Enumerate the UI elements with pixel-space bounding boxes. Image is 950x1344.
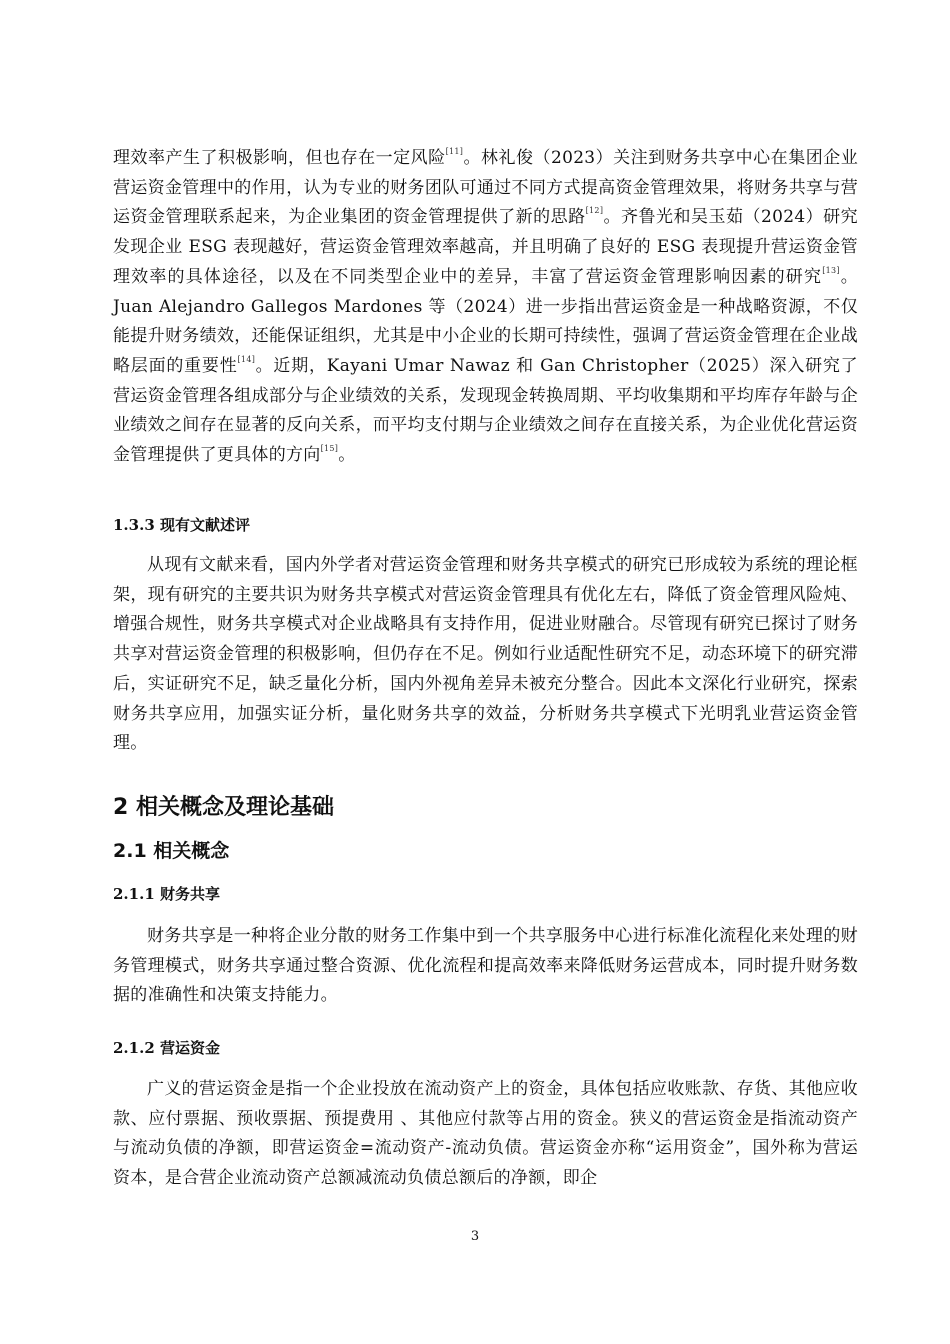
para1-text-6: 。	[338, 445, 356, 466]
citation-15: [15]	[320, 444, 339, 454]
para1-text-1: 理效率产生了积极影响，但也存在一定风险	[113, 148, 446, 168]
section-heading-2-1: 2.1 相关概念	[113, 840, 230, 862]
citation-14: [14]	[237, 354, 256, 364]
chapter-heading-2: 2 相关概念及理论基础	[113, 795, 334, 820]
para1-text-5: 。近期，Kayani Umar Nawaz 和 Gan Christopher（2025）深入研究了营运资金管理各组成部分与企业绩效的关系，发现现金转换周期、平均收集期和平均库存年龄与企业绩效之间存在显著的反向关系，而平均支付期与企业绩效之间存在直接关系，为企业优化营运资金管理提供了更具体的方向	[113, 355, 858, 466]
paragraph-working-capital: 广义的营运资金是指一个企业投放在流动资产上的资金，具体包括应收账款、存货、其他应收款、应付票据、预收票据、预提费用 、其他应付款等占用的资金。狭义的营运资金是指流动资产与流动负债的净额，即营运资金=流动资产-流动负债。营运资金亦称“运用资金”，国外称为营运资本，是合营企业流动资产总额减流动负债总额后的净额，即企	[113, 1079, 858, 1189]
citation-12: [12]	[585, 206, 604, 216]
para1-text-4: 。Juan Alejandro Gallegos Mardones 等（2024）进一步指出营运资金是一种战略资源，不仅能提升财务绩效，还能保证组织，尤其是中小企业的长期可持续性，强调了营运资金管理在企业战略层面的重要性	[113, 266, 858, 376]
para1-text-3: 。齐鲁光和吴玉茹（2024）研究发现企业 ESG 表现越好，营运资金管理效率越高，并且明确了良好的 ESG 表现提升营运资金管理效率的具体途径，以及在不同类型企业中的差异，丰富了营运资金管理影响因素的研究	[113, 207, 858, 287]
para1-text-2: 。林礼俊（2023）关注到财务共享中心在集团企业营运资金管理中的作用，认为专业的财务团队可通过不同方式提高资金管理效果，将财务共享与营运资金管理联系起来，为企业集团的资金管理提供了新的思路	[113, 148, 859, 228]
paragraph-literature-review-continued	[113, 144, 858, 471]
paragraph-literature-commentary: 从现有文献来看，国内外学者对营运资金管理和财务共享模式的研究已形成较为系统的理论框架，现有研究的主要共识为财务共享模式对营运资金管理具有优化左右，降低了资金管理风险炖、增强合规性，财务共享模式对企业战略具有支持作用，促进业财融合。尽管现有研究已探讨了财务共享对营运资金管理的积极影响，但仍存在不足。例如行业适配性研究不足，动态环境下的研究滞后，实证研究不足，缺乏量化分析，国内外视角差异未被充分整合。因此本文深化行业研究，探索财务共享应用，加强实证分析，量化财务共享的效益，分析财务共享模式下光明乳业营运资金管理。	[113, 555, 858, 754]
heading-1-3-3: 1.3.3 现有文献述评	[113, 516, 250, 534]
citation-11: [11]	[445, 147, 464, 156]
heading-2-1-1: 2.1.1 财务共享	[113, 885, 220, 903]
heading-2-1-2: 2.1.2 营运资金	[113, 1039, 220, 1057]
paragraph-financial-sharing: 财务共享是一种将企业分散的财务工作集中到一个共享服务中心进行标准化流程化来处理的财务管理模式，财务共享通过整合资源、优化流程和提高效率来降低财务运营成本，同时提升财务数据的准确性和决策支持能力。	[113, 926, 858, 1006]
citation-13: [13]	[822, 265, 840, 275]
page-number: 3	[470, 1229, 480, 1244]
